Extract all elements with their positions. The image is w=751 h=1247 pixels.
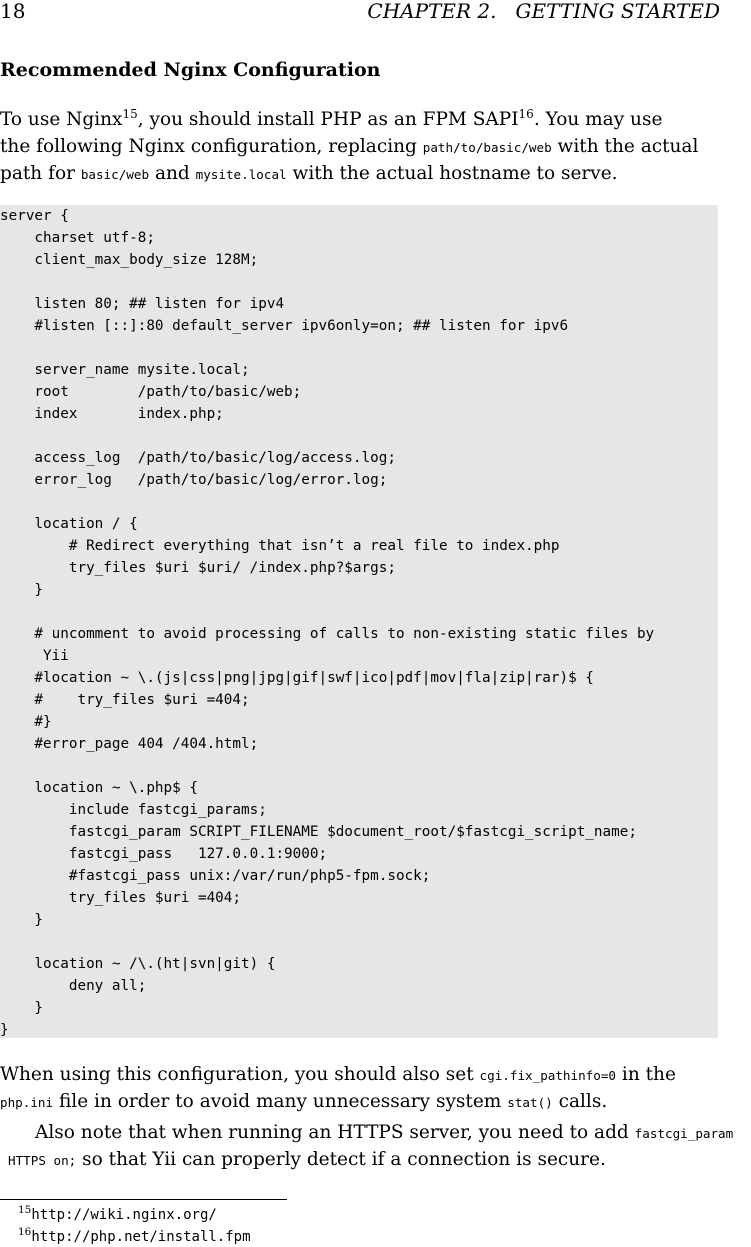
inline-code: basic/web xyxy=(80,167,150,182)
code-line xyxy=(0,337,654,359)
code-line xyxy=(0,425,654,447)
after-line-1: When using this configuration, you should also set cgi.fix_pathinfo=0 in the xyxy=(0,1064,676,1085)
inline-code: path/to/basic/web xyxy=(422,140,552,155)
code-line: server_name mysite.local; xyxy=(0,362,250,378)
after-line-4: HTTPS on; so that Yii can properly detect if a connection is secure. xyxy=(8,1149,606,1170)
code-line: # try_files $uri =404; xyxy=(0,692,250,708)
code-line: #listen [::]:80 default_server ipv6only=on; ## listen for ipv6 xyxy=(0,318,569,334)
after-line-2: php.ini file in order to avoid many unnecessary system stat() calls. xyxy=(0,1091,608,1112)
footnote-mark: 15 xyxy=(18,1204,32,1216)
code-lines xyxy=(0,205,654,1041)
intro-line-2: the following Nginx configuration, replacing path/to/basic/web with the actual xyxy=(0,136,699,157)
footnote-mark: 16 xyxy=(18,1226,32,1238)
code-line xyxy=(0,755,654,777)
code-line: } xyxy=(0,1000,44,1016)
code-line: } xyxy=(0,912,44,928)
code-line: listen 80; ## listen for ipv4 xyxy=(0,296,285,312)
inline-code: cgi.fix_pathinfo=0 xyxy=(479,1068,617,1083)
code-line xyxy=(0,491,654,513)
code-line: location ~ \.php$ { xyxy=(0,780,198,796)
code-line xyxy=(0,601,654,623)
code-line: #fastcgi_pass unix:/var/run/php5-fpm.sock; xyxy=(0,868,431,884)
inline-code: HTTPS on; xyxy=(8,1153,77,1168)
inline-code: php.ini xyxy=(0,1095,54,1110)
footnote-link[interactable]: http://wiki.nginx.org/ xyxy=(31,1207,217,1223)
running-header xyxy=(0,0,720,25)
chapter-title: CHAPTER 2. GETTING STARTED xyxy=(367,0,720,23)
code-line: location / { xyxy=(0,516,138,532)
footnote-rule xyxy=(0,1199,287,1200)
footnote-16 xyxy=(18,1226,251,1247)
inline-code: stat() xyxy=(507,1095,553,1110)
code-line: try_files $uri =404; xyxy=(0,890,242,906)
code-line: Yii xyxy=(0,648,69,664)
code-line: client_max_body_size 128M; xyxy=(0,252,259,268)
footnote-15 xyxy=(18,1204,217,1225)
code-line: error_log /path/to/basic/log/error.log; xyxy=(0,472,388,488)
code-line: #} xyxy=(0,714,52,730)
intro-line-1: To use Nginx$^{15}$, you should install PHP as an FPM SAPI$^{16}$. You may use xyxy=(0,107,663,130)
code-line: access_log /path/to/basic/log/access.log; xyxy=(0,450,396,466)
code-line: } xyxy=(0,582,44,598)
code-line: index index.php; xyxy=(0,406,224,422)
code-line: deny all; xyxy=(0,978,147,994)
inline-code: fastcgi_param xyxy=(634,1126,734,1141)
code-line: charset utf-8; xyxy=(0,230,155,246)
code-line: server { xyxy=(0,208,69,224)
code-line: include fastcgi_params; xyxy=(0,802,267,818)
after-line-3: Also note that when running an HTTPS server, you need to add fastcgi_param xyxy=(35,1122,734,1143)
section-heading: Recommended Nginx Configuration xyxy=(0,59,381,81)
code-line: fastcgi_param SCRIPT_FILENAME $document_root/$fastcgi_script_name; xyxy=(0,824,637,840)
code-line: location ~ /\.(ht|svn|git) { xyxy=(0,956,276,972)
footnote-link[interactable]: http://php.net/install.fpm xyxy=(31,1229,251,1245)
code-line: #location ~ \.(js|css|png|jpg|gif|swf|ico|pdf|mov|fla|zip|rar)$ { xyxy=(0,670,594,686)
code-line xyxy=(0,271,654,293)
footnote-ref-15[interactable]: 15 xyxy=(122,107,138,121)
intro-line-3: path for basic/web and mysite.local with the actual hostname to serve. xyxy=(0,163,618,184)
code-line: fastcgi_pass 127.0.0.1:9000; xyxy=(0,846,328,862)
inline-code: mysite.local xyxy=(195,167,287,182)
code-line: #error_page 404 /404.html; xyxy=(0,736,259,752)
code-line: try_files $uri $uri/ /index.php?$args; xyxy=(0,560,396,576)
code-line: # Redirect everything that isn’t a real file to index.php xyxy=(0,538,560,554)
footnote-ref-16[interactable]: 16 xyxy=(518,107,534,121)
code-line: root /path/to/basic/web; xyxy=(0,384,302,400)
code-block xyxy=(0,205,718,1038)
code-line: } xyxy=(0,1022,9,1038)
code-line: # uncomment to avoid processing of calls to non-existing static files by xyxy=(0,626,655,642)
code-line xyxy=(0,931,654,953)
page-number: 18 xyxy=(0,0,26,23)
